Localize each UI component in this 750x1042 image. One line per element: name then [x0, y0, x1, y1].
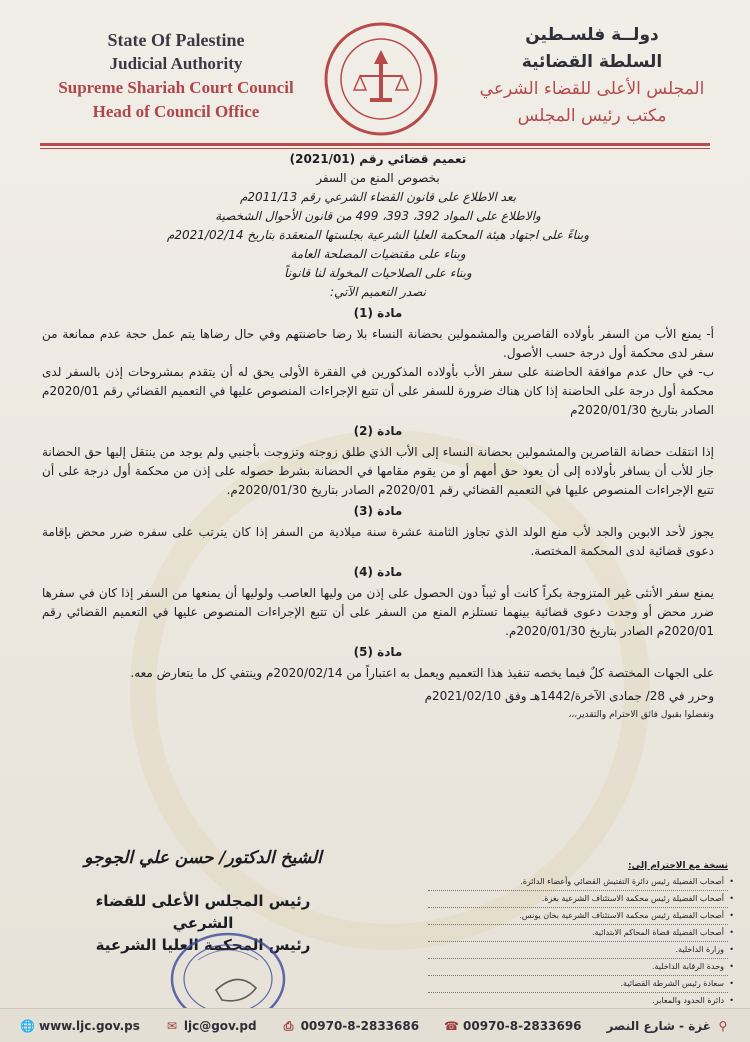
preamble-line: وبناء على الصلاحيات المخولة لنا قانوناً: [284, 266, 472, 280]
article-paragraph: ب- في حال عدم موافقة الحاضنة على سفر الأب بأولاده المذكورين في الفقرة الأولى يحق له أن يتقدم بمشروحات إذن بالسفر لدى محكمة أول درجة على الحاضنة إذا كان هناك ضرورة للسفر على أن تتبع الإجراءات المنصوص عليها في التعميم القضائي رقم 2020/01م الصادر بتاريخ 2020/01/30م: [42, 365, 714, 417]
signatory-title: رئيس المحكمة العليا الشرعية: [95, 936, 311, 954]
preamble-line: نصدر التعميم الآتي:: [330, 285, 426, 299]
circular-title: تعميم قضائي رقم (2021/01): [289, 152, 467, 166]
article-heading: مادة (1): [353, 306, 403, 320]
address-text: غزة - شارع النصر: [606, 1018, 711, 1033]
cc-item: • أصحاب الفضيلة قضاة المحاكم الابتدائية.: [428, 925, 728, 942]
cc-item: • سعادة رئيس الشرطة القضائية.: [428, 976, 728, 993]
header-divider: [40, 143, 710, 146]
preamble-line: وبناء على مقتضيات المصلحة العامة: [290, 247, 466, 261]
header-en-line: State Of Palestine: [107, 30, 245, 50]
footer-address: [606, 1019, 729, 1033]
header-ar-line: المجلس الأعلى للقضاء الشرعي: [479, 79, 705, 99]
document-body: [42, 150, 714, 725]
closing: [42, 687, 714, 725]
cc-item: • وزارة الداخلية.: [428, 942, 728, 959]
cc-item: • وحدة الرقابة الداخلية.: [428, 959, 728, 976]
footer-email[interactable]: [165, 1019, 257, 1033]
cc-item: • أصحاب الفضيلة رئيس محكمة الاستئناف الشرعية بخان يونس.: [428, 908, 728, 925]
preamble: [42, 188, 714, 302]
website-text: www.ljc.gov.ps: [39, 1018, 140, 1033]
article-heading: مادة (3): [353, 504, 403, 518]
fax-text: 00970-8-2833686: [300, 1018, 420, 1033]
cc-list: [428, 858, 728, 1027]
cc-item: • دائرة الحدود والمعابر.: [428, 993, 728, 1010]
article-paragraph: على الجهات المختصة كلٌ فيما يخصه تنفيذ هذا التعميم ويعمل به اعتباراً من 2020/02/14م وينتفي كل ما يتعارض معه.: [130, 666, 714, 680]
cc-title: نسخة مع الاحترام إلى:: [628, 861, 728, 871]
article-paragraph: يمنع سفر الأنثى غير المتزوجة بكراً كانت أو ثيباً دون الحصول على إذن من وليها العاصب ولوليها أن يمنعها من السفر إذا كان في سفرها ضرر محض أو وجدت دعوى قضائية بينهما تستلزم المنع من السفر على أن تتبع الإجراءات المنصوص عليها في التعميم القضائي رقم 2020/01م الصادر بتاريخ 2020/01/30م.: [42, 586, 714, 638]
court-emblem-logo: [322, 20, 440, 138]
fax-icon: ⎙: [283, 1018, 294, 1033]
footer-fax: [282, 1019, 420, 1033]
header-arabic: [462, 22, 722, 130]
footer-website[interactable]: [20, 1019, 140, 1033]
article-heading: مادة (4): [353, 565, 403, 579]
cc-item: • أصحاب الفضيلة رئيس محكمة الاستئناف الشرعية بغزة.: [428, 891, 728, 908]
signatory-name: الشيخ الدكتور/ حسن علي الجوجو: [84, 848, 322, 868]
footer-phone: [444, 1019, 582, 1033]
email-text: ljc@gov.pd: [183, 1018, 257, 1033]
header-english: [56, 28, 296, 124]
phone-icon: ☎: [444, 1018, 459, 1033]
regards-line: وتفضلوا بقبول فائق الاحترام والتقدير،،،: [568, 710, 714, 720]
signatory-title: رئيس المجلس الأعلى للقضاء الشرعي: [95, 892, 311, 932]
circular-subject: بخصوص المنع من السفر: [316, 171, 440, 185]
header-ar-line: السلطة القضائية: [521, 52, 663, 72]
header-en-line: Judicial Authority: [109, 54, 243, 73]
header-ar-line: دولــة فلسـطين: [525, 25, 659, 45]
header-en-line: Supreme Shariah Court Council: [58, 78, 294, 97]
issue-date: وحرر في 28/ جمادى الآخرة/1442هـ وفق 2021/02/10م: [424, 689, 714, 703]
article-paragraph: إذا انتقلت حضانة القاصرين والمشمولين بحضانة النساء إلى الأب الذي طلق زوجته وتزوجت بأجنبي ولم يوجد من ينتقل إليها حق الحضانة جاز للأب أن يسافر بأولاده إلى أن يعود حق أمهم أو من يقوم مقامها في الحضانة بشرط حصوله على إذن من محكمة أول درجة على أن تتبع الإجراءات المنصوص عليها في التعميم القضائي رقم 2020/01م الصادر بتاريخ 2020/01/30م.: [42, 445, 714, 497]
header-ar-line: مكتب رئيس المجلس: [517, 106, 667, 126]
location-pin-icon: ⚲: [718, 1018, 728, 1033]
email-icon: ✉: [166, 1018, 177, 1033]
article-paragraph: أ- يمنع الأب من السفر بأولاده القاصرين والمشمولين بحضانة النساء بلا رضا حاضنتهم وفي حال رضاها يتم عمل حجة عدم ممانعة من سفر لدى محكمة أول درجة حسب الأصول.: [42, 327, 714, 360]
globe-icon: 🌐: [20, 1018, 35, 1033]
header-en-line: Head of Council Office: [92, 102, 260, 121]
phone-text: 00970-8-2833696: [463, 1018, 582, 1033]
header-divider-thin: [40, 148, 710, 149]
article-heading: مادة (5): [353, 645, 403, 659]
preamble-line: والاطلاع على المواد 392، 393، 499 من قانون الأحوال الشخصية: [215, 209, 541, 223]
cc-item: • أصحاب الفضيلة رئيس دائرة التفتيش القضائي وأعضاء الدائرة.: [428, 874, 728, 891]
article-paragraph: يجوز لأحد الابوين والجد لأب منع الولد الذي تجاوز الثامنة عشرة سنة ميلادية من السفر إذا كان يترتب على سفره ضرر محض بإقامة دعوى قضائية لدى المحكمة المختصة.: [42, 525, 714, 558]
preamble-line: بعد الاطلاع على قانون القضاء الشرعي رقم 2011/13م: [239, 190, 517, 204]
preamble-line: وبناءً على اجتهاد هيئة المحكمة العليا الشرعية بجلستها المنعقدة بتاريخ 2021/02/14م: [166, 228, 590, 242]
article-heading: مادة (2): [353, 424, 403, 438]
page-footer: [0, 1008, 750, 1042]
